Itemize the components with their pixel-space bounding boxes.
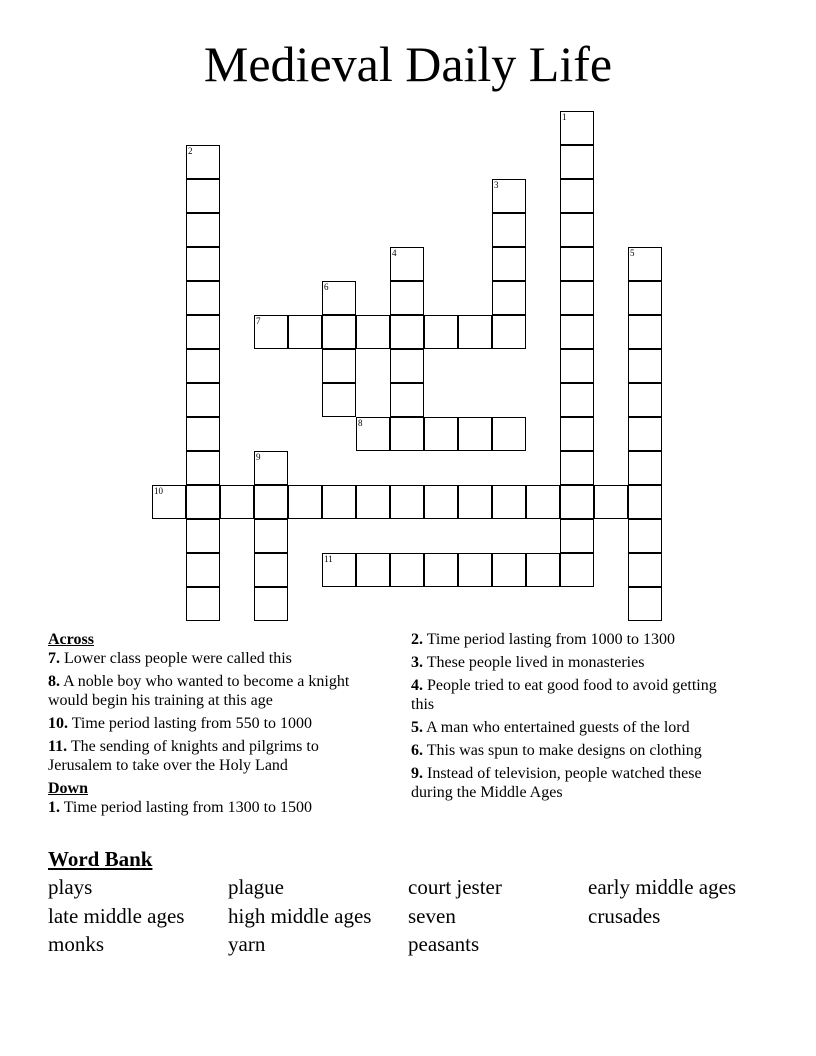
- crossword-cell[interactable]: [322, 383, 356, 417]
- crossword-cell[interactable]: [628, 281, 662, 315]
- crossword-cell[interactable]: [186, 179, 220, 213]
- crossword-cell[interactable]: [390, 247, 424, 281]
- crossword-cell[interactable]: [254, 587, 288, 621]
- crossword-cell[interactable]: [356, 485, 390, 519]
- crossword-cell[interactable]: [288, 315, 322, 349]
- word-bank-item: monks: [48, 932, 105, 956]
- crossword-cell[interactable]: [424, 553, 458, 587]
- crossword-cell[interactable]: [254, 315, 288, 349]
- clue-across-8: 8. A noble boy who wanted to become a knight would begin his training at this age: [48, 673, 350, 709]
- crossword-cell[interactable]: [560, 349, 594, 383]
- crossword-cell[interactable]: [390, 383, 424, 417]
- clue-number: 7: [256, 316, 261, 326]
- crossword-cell[interactable]: [186, 587, 220, 621]
- crossword-cell[interactable]: [458, 485, 492, 519]
- page-title: Medieval Daily Life: [203, 36, 613, 92]
- clue-down-6: 6. This was spun to make designs on clothing: [411, 742, 702, 759]
- crossword-cell[interactable]: [492, 485, 526, 519]
- crossword-cell[interactable]: [288, 485, 322, 519]
- clue-across-10: 10. Time period lasting from 550 to 1000: [48, 715, 313, 732]
- crossword-cell[interactable]: [424, 315, 458, 349]
- word-bank-item: yarn: [228, 932, 266, 956]
- crossword-cell[interactable]: [186, 485, 220, 519]
- down-heading: Down: [48, 780, 89, 797]
- crossword-cell[interactable]: [526, 553, 560, 587]
- crossword-cell[interactable]: [186, 145, 220, 179]
- across-heading: Across: [48, 631, 94, 648]
- crossword-cell[interactable]: [186, 519, 220, 553]
- crossword-cell[interactable]: [186, 417, 220, 451]
- crossword-cell[interactable]: [492, 417, 526, 451]
- clue-number: 10: [154, 486, 163, 496]
- word-bank-item: early middle ages: [588, 875, 737, 899]
- clues-right-column: [411, 630, 741, 806]
- crossword-cell[interactable]: [492, 281, 526, 315]
- word-bank-item: crusades: [588, 903, 661, 928]
- crossword-cell[interactable]: [526, 485, 560, 519]
- crossword-cell[interactable]: [594, 485, 628, 519]
- clue-across-11: 11. The sending of knights and pilgrims to Jerusalem to take over the Holy Land: [48, 738, 319, 774]
- word-bank-item: high middle ages: [228, 903, 372, 928]
- crossword-cell[interactable]: [186, 383, 220, 417]
- clue-number: 1: [562, 112, 567, 122]
- word-bank-item: court jester: [408, 875, 502, 899]
- crossword-cell[interactable]: [186, 281, 220, 315]
- crossword-cell[interactable]: [322, 485, 356, 519]
- crossword-cell[interactable]: [390, 485, 424, 519]
- crossword-cell[interactable]: [560, 485, 594, 519]
- crossword-cell[interactable]: [390, 553, 424, 587]
- clue-number: 8: [358, 418, 363, 428]
- crossword-cell[interactable]: [560, 111, 594, 145]
- crossword-cell[interactable]: [628, 451, 662, 485]
- clue-number: 9: [256, 452, 261, 462]
- crossword-cell[interactable]: [560, 145, 594, 179]
- clue-down-4: 4. People tried to eat good food to avoid getting this: [411, 677, 717, 713]
- crossword-cell[interactable]: [458, 315, 492, 349]
- word-bank-item: plays: [48, 875, 93, 899]
- crossword-cell[interactable]: [458, 553, 492, 587]
- crossword-cell[interactable]: [220, 485, 254, 519]
- crossword-cell[interactable]: [492, 247, 526, 281]
- crossword-cell[interactable]: [390, 417, 424, 451]
- word-bank-item: seven: [408, 903, 456, 928]
- crossword-cell[interactable]: [356, 315, 390, 349]
- crossword-cell[interactable]: [356, 553, 390, 587]
- crossword-cell[interactable]: [254, 485, 288, 519]
- clue-number: 6: [324, 282, 329, 292]
- clue-down-9: 9. Instead of television, people watched these during the Middle Ages: [411, 765, 702, 801]
- crossword-cell[interactable]: [560, 179, 594, 213]
- crossword-cell[interactable]: [560, 247, 594, 281]
- crossword-cell[interactable]: [628, 315, 662, 349]
- crossword-cell[interactable]: [560, 519, 594, 553]
- crossword-cell[interactable]: [628, 247, 662, 281]
- clue-number: 2: [188, 146, 193, 156]
- crossword-cell[interactable]: [628, 485, 662, 519]
- crossword-cell[interactable]: [458, 417, 492, 451]
- word-bank-item: late middle ages: [48, 903, 185, 928]
- crossword-cell[interactable]: [322, 553, 356, 587]
- crossword-cell[interactable]: [492, 315, 526, 349]
- crossword-cell[interactable]: [424, 417, 458, 451]
- crossword-cell[interactable]: [628, 349, 662, 383]
- crossword-cell[interactable]: [492, 553, 526, 587]
- clue-across-7: 7. Lower class people were called this: [48, 650, 292, 667]
- crossword-cell[interactable]: [560, 315, 594, 349]
- crossword-cell[interactable]: [628, 553, 662, 587]
- clue-down-5: 5. A man who entertained guests of the lord: [411, 719, 690, 736]
- clues-left-column: [48, 630, 378, 821]
- crossword-cell[interactable]: [424, 485, 458, 519]
- crossword-cell[interactable]: [628, 587, 662, 621]
- crossword-cell[interactable]: [492, 213, 526, 247]
- crossword-cell[interactable]: [186, 213, 220, 247]
- crossword-cell[interactable]: [628, 519, 662, 553]
- word-bank-item: peasants: [408, 932, 480, 956]
- crossword-cell[interactable]: [356, 417, 390, 451]
- crossword-cell[interactable]: [628, 417, 662, 451]
- crossword-cell[interactable]: [560, 213, 594, 247]
- clue-number: 11: [324, 554, 333, 564]
- clue-down-2: 2. Time period lasting from 1000 to 1300: [411, 631, 676, 648]
- crossword-cell[interactable]: [628, 383, 662, 417]
- crossword-cell[interactable]: [492, 179, 526, 213]
- crossword-cell[interactable]: [254, 451, 288, 485]
- clue-number: 4: [392, 248, 397, 258]
- crossword-cell[interactable]: [186, 553, 220, 587]
- crossword-cell[interactable]: [322, 349, 356, 383]
- clue-down-1: 1. Time period lasting from 1300 to 1500: [48, 799, 313, 816]
- crossword-cell[interactable]: [322, 315, 356, 349]
- clue-number: 5: [630, 248, 635, 258]
- crossword-cell[interactable]: [186, 247, 220, 281]
- crossword-cell[interactable]: [254, 553, 288, 587]
- clue-number: 3: [494, 180, 499, 190]
- word-bank-title: Word Bank: [48, 847, 153, 871]
- crossword-cell[interactable]: [560, 553, 594, 587]
- word-bank: [48, 873, 788, 959]
- clue-down-3: 3. These people lived in monasteries: [411, 654, 645, 671]
- crossword-cell[interactable]: [186, 315, 220, 349]
- crossword-cell[interactable]: [322, 281, 356, 315]
- crossword-cell[interactable]: [390, 281, 424, 315]
- crossword-cell[interactable]: [186, 349, 220, 383]
- crossword-cell[interactable]: [560, 383, 594, 417]
- crossword-cell[interactable]: [390, 349, 424, 383]
- crossword-cell[interactable]: [560, 417, 594, 451]
- crossword-cell[interactable]: [560, 281, 594, 315]
- crossword-cell[interactable]: [560, 451, 594, 485]
- crossword-cell[interactable]: [186, 451, 220, 485]
- crossword-cell[interactable]: [152, 485, 186, 519]
- crossword-cell[interactable]: [254, 519, 288, 553]
- word-bank-item: plague: [228, 875, 284, 899]
- crossword-cell[interactable]: [390, 315, 424, 349]
